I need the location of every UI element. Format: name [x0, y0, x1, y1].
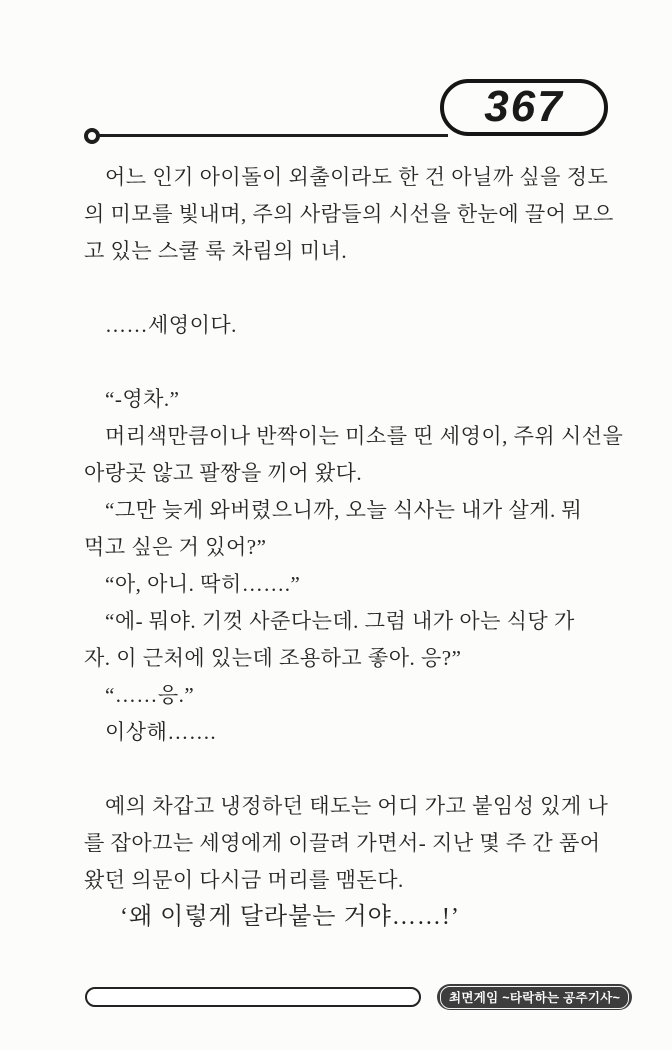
text-line: 자. 이 근처에 있는데 조용하고 좋아. 응?” — [84, 646, 462, 670]
text-line: 어느 인기 아이돌이 외출이라도 한 건 아닐까 싶을 정도 — [105, 165, 609, 189]
blank-line — [84, 344, 594, 381]
text-line: “아, 아니. 딱히…….” — [105, 572, 301, 596]
text-line: “그만 늦게 와버렸으니까, 오늘 식사는 내가 살게. 뭐 — [105, 498, 583, 522]
series-title-badge — [437, 984, 632, 1010]
blank-line — [84, 270, 594, 307]
header-rule-line — [92, 134, 448, 137]
blank-line — [84, 751, 594, 788]
page-number-badge — [440, 79, 608, 136]
page-body — [84, 159, 624, 936]
header-ring-ornament — [84, 128, 100, 144]
text-line: 를 잡아끄는 세영에게 이끌려 가면서- 지난 몇 주 간 품어 — [84, 831, 601, 855]
footer-blank-pill — [85, 987, 421, 1007]
text-line: “……응.” — [105, 683, 195, 707]
text-line: 머리색만큼이나 반짝이는 미소를 띤 세영이, 주위 시선을 — [105, 424, 624, 448]
text-line: 고 있는 스쿨 룩 차림의 미녀. — [84, 239, 348, 263]
text-line: 아랑곳 않고 팔짱을 끼어 왔다. — [84, 461, 363, 485]
series-title: 최면게임 ~타락하는 공주기사~ — [440, 986, 629, 1009]
text-line: “-영차.” — [105, 387, 180, 411]
text-line: 의 미모를 빛내며, 주의 사람들의 시선을 한눈에 끌어 모으 — [84, 202, 614, 226]
text-line: “에- 뭐야. 기껏 사준다는데. 그럼 내가 아는 식당 가 — [105, 609, 575, 633]
text-line-emphasis: ‘왜 이렇게 달라붙는 거야……!’ — [120, 904, 460, 930]
page-number: 367 — [484, 81, 564, 131]
text-line: 먹고 싶은 거 있어?” — [84, 535, 267, 559]
text-line: ……세영이다. — [105, 313, 237, 337]
text-line: 왔던 의문이 다시금 머리를 맴돈다. — [84, 868, 404, 892]
text-line: 이상해……. — [105, 720, 217, 744]
text-line: 예의 차갑고 냉정하던 태도는 어디 가고 붙임성 있게 나 — [105, 794, 609, 818]
